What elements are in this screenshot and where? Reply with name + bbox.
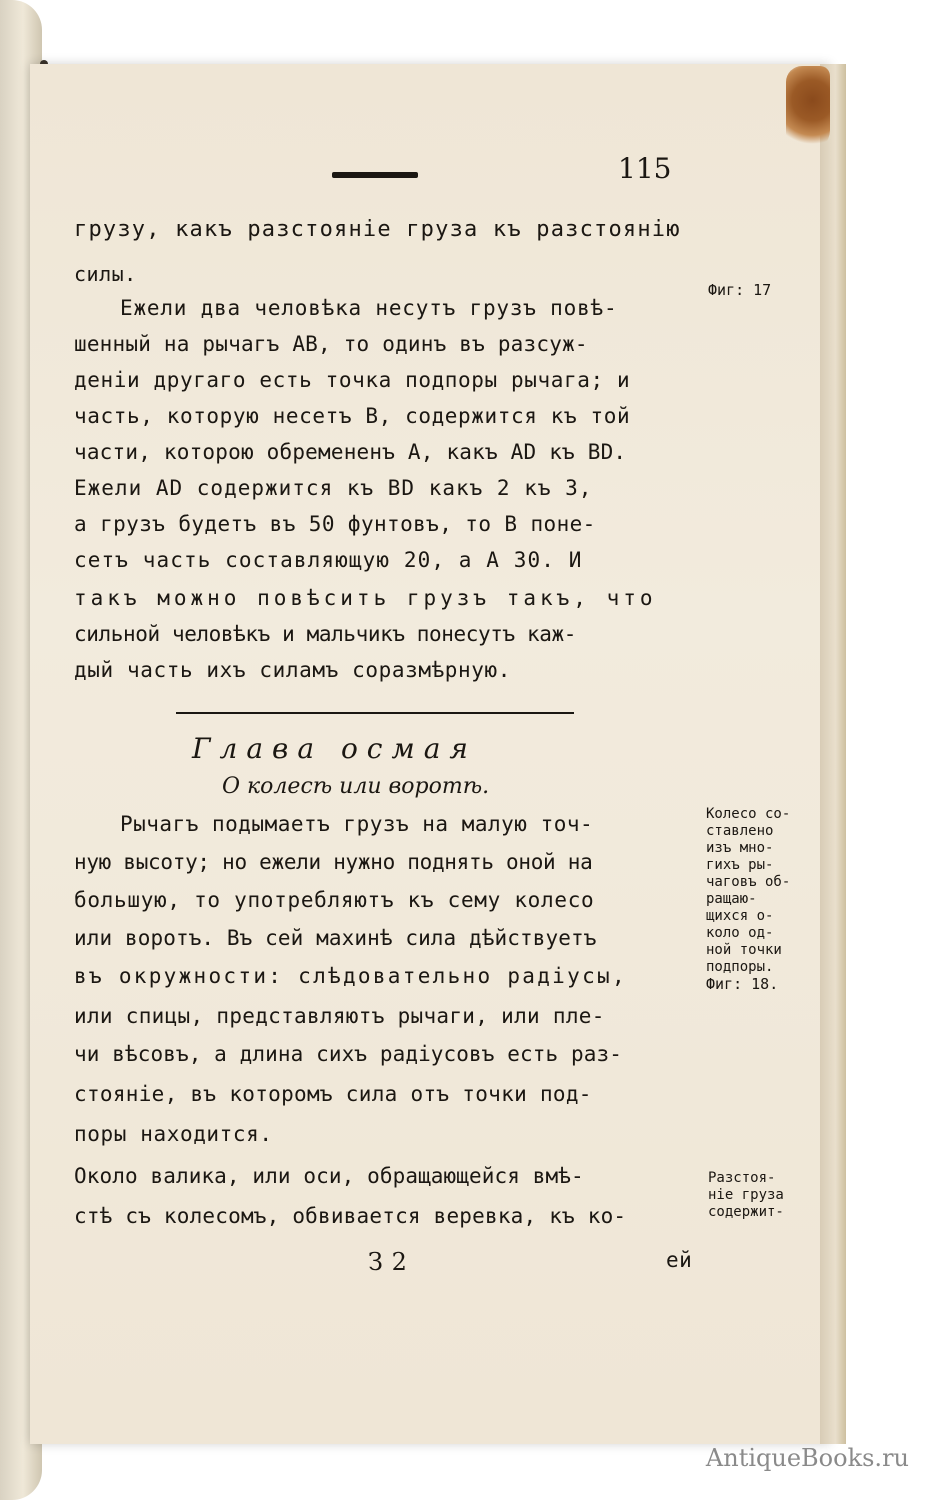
- margin-note-line: ставлено: [706, 823, 774, 839]
- text-line: большую, то употребляютъ къ сему колесо: [74, 888, 595, 912]
- text-line: поры находится.: [74, 1122, 273, 1146]
- text-line: силы.: [74, 262, 137, 286]
- text-line: или воротъ. Въ сей махинѣ сила дѣйствуетъ: [74, 926, 597, 950]
- age-stain: [786, 66, 830, 152]
- text-line: сильной человѣкъ и мальчикъ понесутъ каж-: [74, 622, 576, 646]
- watermark: AntiqueBooks.ru: [705, 1444, 909, 1472]
- text-line: а грузъ будетъ въ 50 фунтовъ, то B поне-: [74, 512, 596, 536]
- text-line: ную высоту; но ежели нужно поднять оной на: [74, 850, 593, 874]
- chapter-subtitle: О колесѣ или воротѣ.: [222, 774, 490, 799]
- margin-note-line: Разстоя-: [708, 1170, 776, 1186]
- chapter-rule: [176, 712, 574, 714]
- catchword: ей: [666, 1248, 693, 1272]
- text-line: Около валика, или оси, обращающейся вмѣ-: [74, 1164, 584, 1188]
- text-line: Рычагъ подымаетъ грузъ на малую точ-: [120, 812, 594, 836]
- margin-note-line: ной точки: [706, 942, 782, 958]
- margin-note-line: ращаю-: [706, 891, 757, 907]
- margin-note-line: подпоры.: [706, 959, 774, 975]
- text-line: такъ можно повѣсить грузъ такъ, что: [74, 586, 657, 610]
- text-line: чи вѣсовъ, а длина сихъ радіусовъ есть раз-: [74, 1042, 622, 1066]
- margin-note-line: Колесо со-: [706, 806, 791, 822]
- text-line: или спицы, представляютъ рычаги, или пле-: [74, 1004, 605, 1028]
- header-rule: [332, 172, 418, 178]
- text-line: стояніе, въ которомъ сила отъ точки под-: [74, 1082, 592, 1106]
- margin-note-line: чаговъ об-: [706, 874, 791, 890]
- text-line: части, которою обремененъ A, какъ AD къ BD.: [74, 440, 627, 464]
- page-stack-edge: [820, 64, 846, 1444]
- chapter-title: Глава осмая: [192, 732, 477, 765]
- text-line: Ежели AD содержится къ BD какъ 2 къ 3,: [74, 476, 593, 500]
- margin-note-line: гихъ ры-: [706, 857, 774, 873]
- margin-note-line: Фиг: 18.: [706, 975, 779, 993]
- margin-note-line: коло од-: [706, 925, 774, 941]
- margin-note-line: изъ мно-: [706, 840, 774, 856]
- margin-note-distance: [708, 1170, 808, 1221]
- text-line: дый часть ихъ силамъ соразмѣрную.: [74, 658, 512, 682]
- text-line: деніи другаго есть точка подпоры рычага; и: [74, 368, 631, 392]
- margin-note-line: ніе груза: [708, 1187, 784, 1203]
- margin-note-wheel: [706, 806, 806, 993]
- text-line: грузу, какъ разстояніе груза къ разстоянію: [74, 217, 681, 242]
- margin-note-line: содержит-: [708, 1204, 784, 1220]
- text-line: стѣ съ колесомъ, обвивается веревка, къ ко-: [74, 1204, 627, 1228]
- signature-mark: З 2: [368, 1248, 408, 1276]
- page-number: 115: [618, 152, 672, 185]
- margin-note-fig17: Фиг: 17: [708, 281, 772, 299]
- text-line: сетъ часть составляющую 20, а A 30. И: [74, 548, 583, 572]
- text-line: Ежели два человѣка несутъ грузъ повѣ-: [120, 296, 618, 320]
- text-line: часть, которую несетъ B, содержится къ той: [74, 404, 631, 428]
- text-line: шенный на рычагъ AB, то одинъ въ разсуж-: [74, 332, 588, 356]
- margin-note-line: щихся о-: [706, 908, 774, 924]
- text-line: въ окружности: слѣдовательно радіусы,: [74, 964, 627, 988]
